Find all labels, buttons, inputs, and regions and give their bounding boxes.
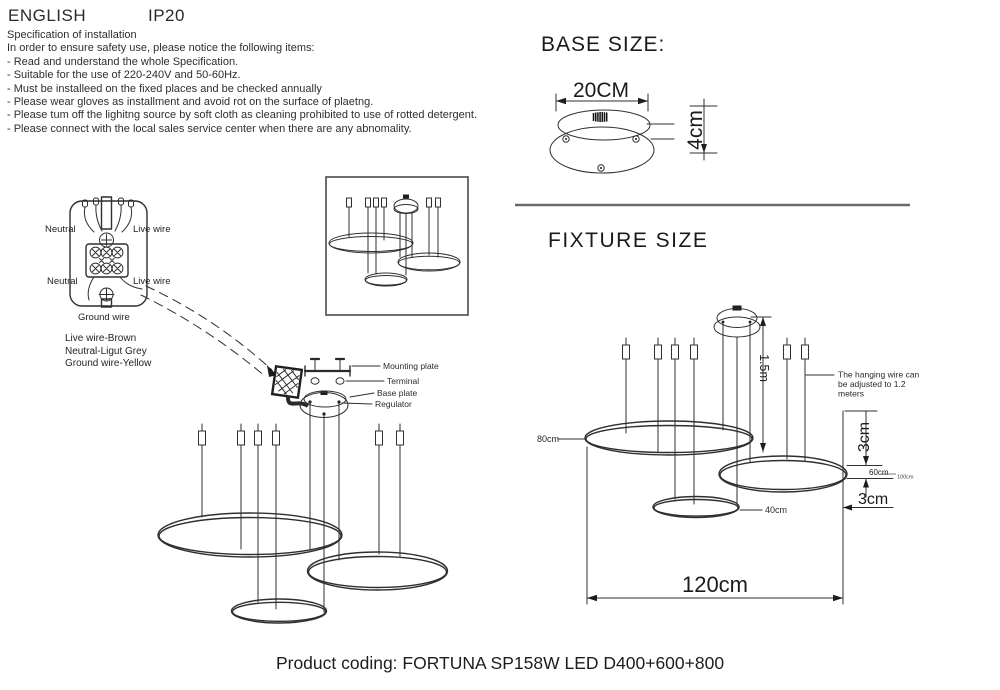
incoming-wires (83, 198, 134, 232)
spec-item: - Must be installeed on the fixed places and be checked annually (7, 82, 322, 95)
gap-top-label: 3cm (856, 421, 873, 453)
label-base-plate: Base plate (377, 388, 418, 398)
note-line: The hanging wire can (838, 369, 920, 380)
wiring-terminal-diagram (45, 197, 171, 369)
fixture-wires (623, 323, 809, 505)
canopy-vent (594, 112, 607, 122)
ring-medium-label: 60cm (869, 468, 889, 477)
label-terminal: Terminal (387, 376, 420, 386)
mounting-plate-drawing (305, 359, 350, 384)
base-size-drawing (541, 33, 717, 173)
top-screw (100, 233, 114, 247)
label-regulator: Regulator (375, 399, 412, 409)
fixture-rings (585, 421, 847, 518)
terminal-block (86, 244, 128, 277)
hanging-wires (199, 402, 404, 612)
base-diameter-dim: 20CM (572, 79, 630, 102)
spec-item: - Please tum off the lighitng source by soft cloth as cleaning prohibited to use of rotted detergent. (7, 109, 478, 122)
dashed-routing-line (141, 295, 266, 377)
thumbnail-rings (329, 233, 460, 286)
drop-dimension (751, 317, 771, 452)
label-mounting-plate: Mounting plate (383, 361, 439, 371)
overview-thumbnail-diagram (326, 177, 468, 315)
drop-dim-label: 1.5m (757, 354, 771, 382)
legend-neutral: Neutral-Ligut Grey (65, 346, 147, 357)
label-neutral-top: Neutral (45, 224, 76, 235)
product-coding: Product coding: FORTUNA SP158W LED D400+600+800 (275, 653, 725, 673)
spec-item: - Read and understand the whole Specification. (7, 55, 239, 68)
canopy-screws (563, 136, 639, 171)
base-height-dim: 4cm (684, 110, 707, 150)
note-line: meters (838, 388, 864, 399)
fixture-size-heading: FIXTURE SIZE (548, 229, 709, 252)
terminal-connector (272, 366, 302, 397)
gap-dimensions (843, 411, 914, 511)
label-live-wire-bottom: Live wire (133, 276, 171, 287)
ground-screw (99, 288, 114, 301)
adjustment-note (806, 370, 920, 399)
label-ground-wire: Ground wire (78, 312, 130, 323)
label-live-wire-top: Live wire (133, 224, 171, 235)
note-line: be adjusted to 1.2 (838, 379, 906, 389)
gap-bottom-label: 3cm (858, 491, 889, 508)
spec-title: Specification of installation (7, 29, 137, 41)
dashed-routing-line (146, 286, 272, 370)
led-rings (158, 513, 448, 623)
ring-small-label: 40cm (765, 505, 788, 515)
spec-item: - Suitable for the use of 220-240V and 50-60Hz. (7, 69, 241, 82)
language-title: ENGLISH (8, 6, 87, 25)
spec-intro: In order to ensure safety use, please notice the following items: (7, 42, 315, 55)
cable-entry-top (102, 197, 112, 229)
fixture-size-drawing (537, 229, 920, 604)
spec-item: - Please wear gloves as installment and avoid rot on the surface of plaetng. (7, 96, 374, 109)
ring-large-label: 80cm (537, 434, 560, 444)
base-size-heading: BASE SIZE: (541, 33, 666, 56)
fixture-canopy (714, 306, 760, 338)
canopy-bottom (550, 127, 654, 173)
installation-assembly-diagram (141, 286, 448, 623)
legend-ground: Ground wire-Yellow (65, 358, 152, 369)
terminal-box-outline (70, 201, 147, 306)
tiny-dim-label: 100cm (897, 474, 914, 481)
legend-live-wire: Live wire-Brown (65, 333, 137, 344)
spec-item: - Please connect with the local sales service center when there are any abnomality. (7, 122, 412, 135)
label-neutral-bottom: Neutral (47, 276, 78, 287)
overall-width-label: 120cm (681, 572, 749, 597)
ip-rating: IP20 (148, 6, 185, 25)
